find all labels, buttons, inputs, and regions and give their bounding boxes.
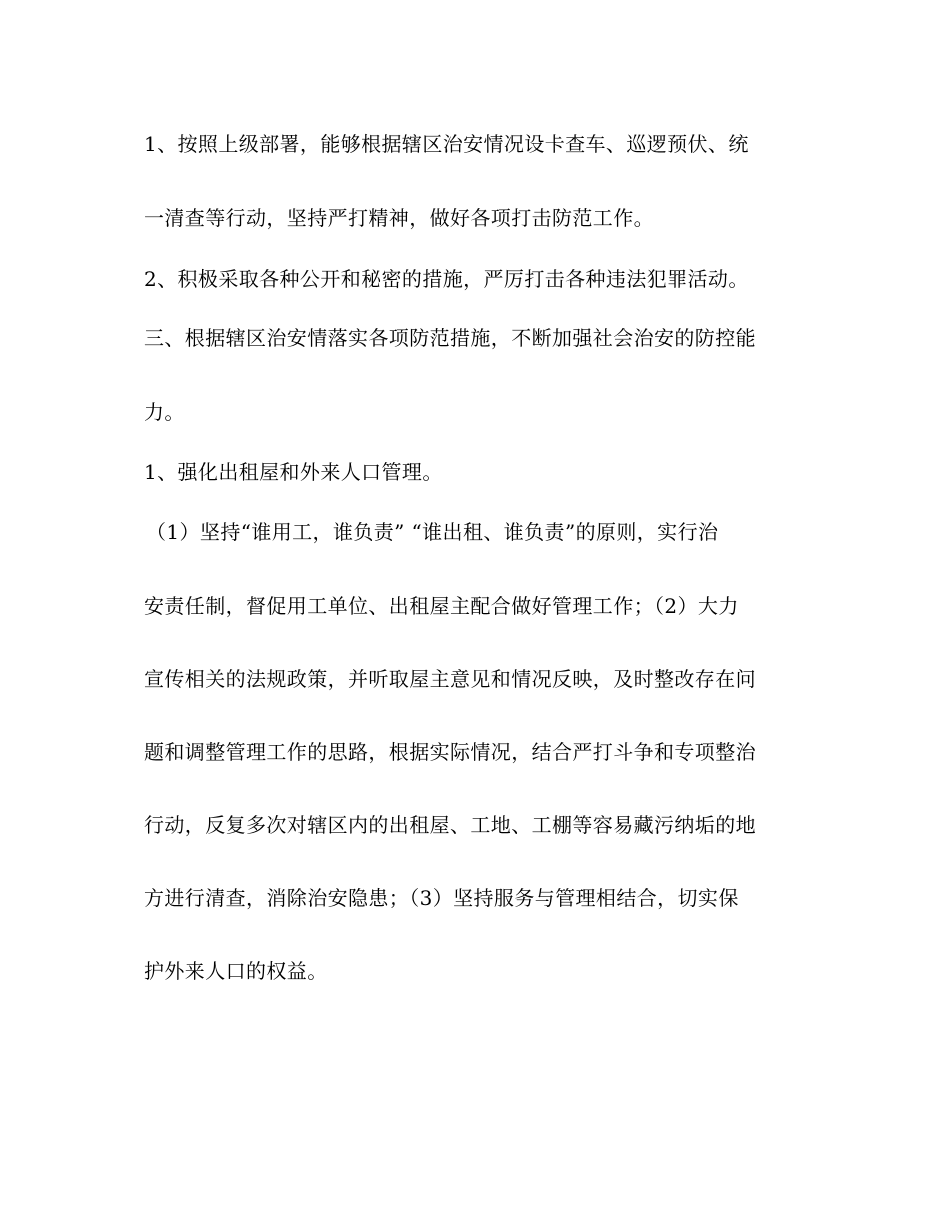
section-heading-continued: 力。 — [144, 400, 185, 424]
text-line: 2、积极采取各种公开和秘密的措施，严厉打击各种违法犯罪活动。 — [144, 267, 749, 291]
text-line: 1、按照上级部署，能够根据辖区治安情况设卡查车、巡逻预伏、统 — [144, 132, 749, 156]
text-line: 护外来人口的权益。 — [144, 959, 328, 983]
text-line: 一清查等行动，坚持严打精神，做好各项打击防范工作。 — [144, 206, 654, 230]
text-line: 安责任制，督促用工单位、出租屋主配合做好管理工作；（2）大力 — [144, 594, 739, 618]
text-line: 方进行清查，消除治安隐患；（3）坚持服务与管理相结合，切实保 — [144, 886, 739, 910]
text-line: 行动，反复多次对辖区内的出租屋、工地、工棚等容易藏污纳垢的地 — [144, 813, 756, 837]
text-line: （1）坚持“谁用工，谁负责” “谁出租、谁负责”的原则，实行治 — [146, 520, 719, 544]
text-line: 题和调整管理工作的思路，根据实际情况，结合严打斗争和专项整治 — [144, 740, 756, 764]
section-heading: 三、根据辖区治安情落实各项防范措施，不断加强社会治安的防控能 — [144, 326, 756, 350]
subheading: 1、强化出租屋和外来人口管理。 — [144, 460, 443, 484]
text-line: 宣传相关的法规政策，并听取屋主意见和情况反映，及时整改存在问 — [144, 667, 756, 691]
